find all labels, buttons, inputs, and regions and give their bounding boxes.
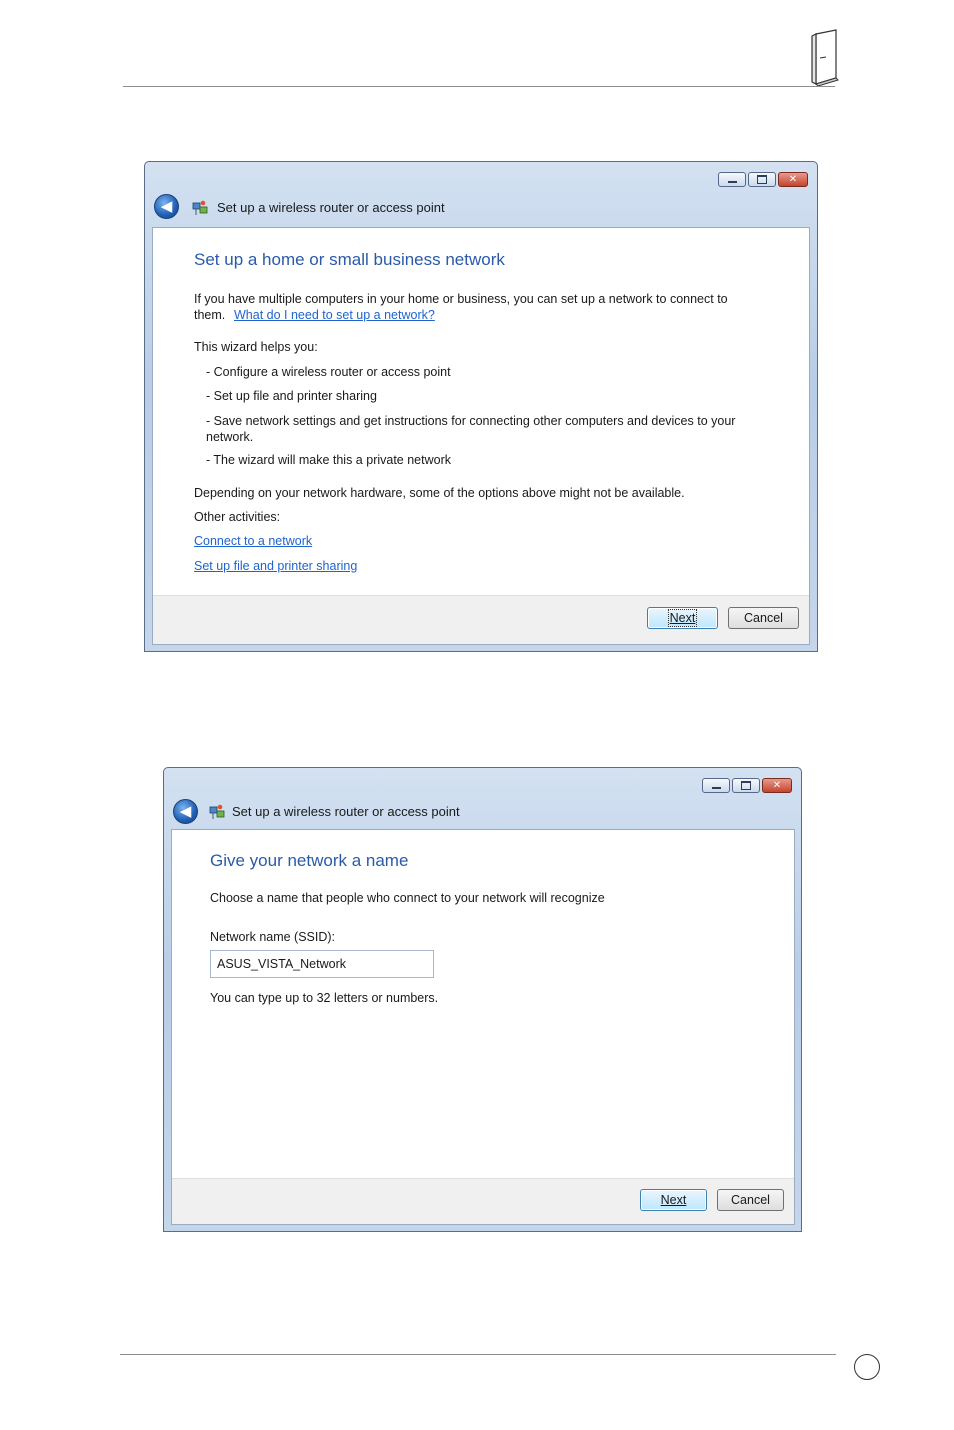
list-item-continued: network.: [206, 430, 254, 444]
cancel-button[interactable]: [728, 607, 799, 629]
help-link[interactable]: What do I need to set up a network?: [234, 308, 435, 322]
wizard-window-network-name: [163, 767, 802, 1232]
page-title: Give your network a name: [210, 851, 409, 870]
close-icon[interactable]: ✕: [762, 778, 792, 793]
header-rule: [123, 86, 835, 87]
list-item: - Save network settings and get instructions for connecting other computers and devices to your: [206, 414, 736, 428]
cancel-button-label: Cancel: [744, 611, 783, 625]
button-bar: [153, 595, 809, 644]
wizard-content: [152, 227, 810, 645]
button-bar: [172, 1178, 794, 1224]
close-icon[interactable]: ✕: [778, 172, 808, 187]
other-activities-label: Other activities:: [194, 510, 281, 524]
connect-to-network-link[interactable]: Connect to a network: [194, 534, 313, 548]
router-device-icon: [808, 28, 840, 86]
caption-buttons: [718, 172, 808, 187]
next-button[interactable]: [647, 607, 718, 629]
ssid-label: Network name (SSID):: [210, 930, 336, 944]
network-wizard-icon: [191, 199, 209, 217]
file-printer-sharing-link[interactable]: Set up file and printer sharing: [194, 559, 358, 573]
minimize-icon[interactable]: [702, 778, 730, 793]
page-title: Set up a home or small business network: [194, 250, 505, 269]
next-button-label: Next: [669, 611, 696, 625]
cancel-button-label: Cancel: [731, 1193, 770, 1207]
back-arrow-icon[interactable]: ◀: [173, 799, 198, 824]
wizard-content: [171, 829, 795, 1225]
network-name-input[interactable]: [210, 950, 434, 978]
next-button-label: Next: [660, 1193, 687, 1207]
window-title: Set up a wireless router or access point: [232, 804, 460, 819]
next-button[interactable]: [640, 1189, 707, 1211]
wizard-window-intro: [144, 161, 818, 652]
intro-text: If you have multiple computers in your home or business, you can set up a network to connect to: [194, 292, 728, 306]
caption-buttons: [702, 778, 792, 793]
network-wizard-icon: [208, 803, 226, 821]
instruction-text: Choose a name that people who connect to your network will recognize: [210, 891, 605, 905]
intro-text-prefix: them.: [194, 308, 226, 322]
cancel-button[interactable]: [717, 1189, 784, 1211]
list-item: - The wizard will make this a private network: [206, 453, 451, 467]
availability-note: Depending on your network hardware, some of the options above might not be available.: [194, 486, 685, 500]
page-number-circle: [854, 1354, 880, 1380]
window-title: Set up a wireless router or access point: [217, 200, 445, 215]
list-item: - Set up file and printer sharing: [206, 389, 377, 403]
maximize-icon[interactable]: [748, 172, 776, 187]
maximize-icon[interactable]: [732, 778, 760, 793]
hint-text: You can type up to 32 letters or numbers.: [210, 991, 439, 1005]
list-item: - Configure a wireless router or access point: [206, 365, 451, 379]
minimize-icon[interactable]: [718, 172, 746, 187]
helps-label: This wizard helps you:: [194, 340, 318, 354]
footer-rule: [120, 1354, 836, 1355]
back-arrow-icon[interactable]: ◀: [154, 194, 179, 219]
